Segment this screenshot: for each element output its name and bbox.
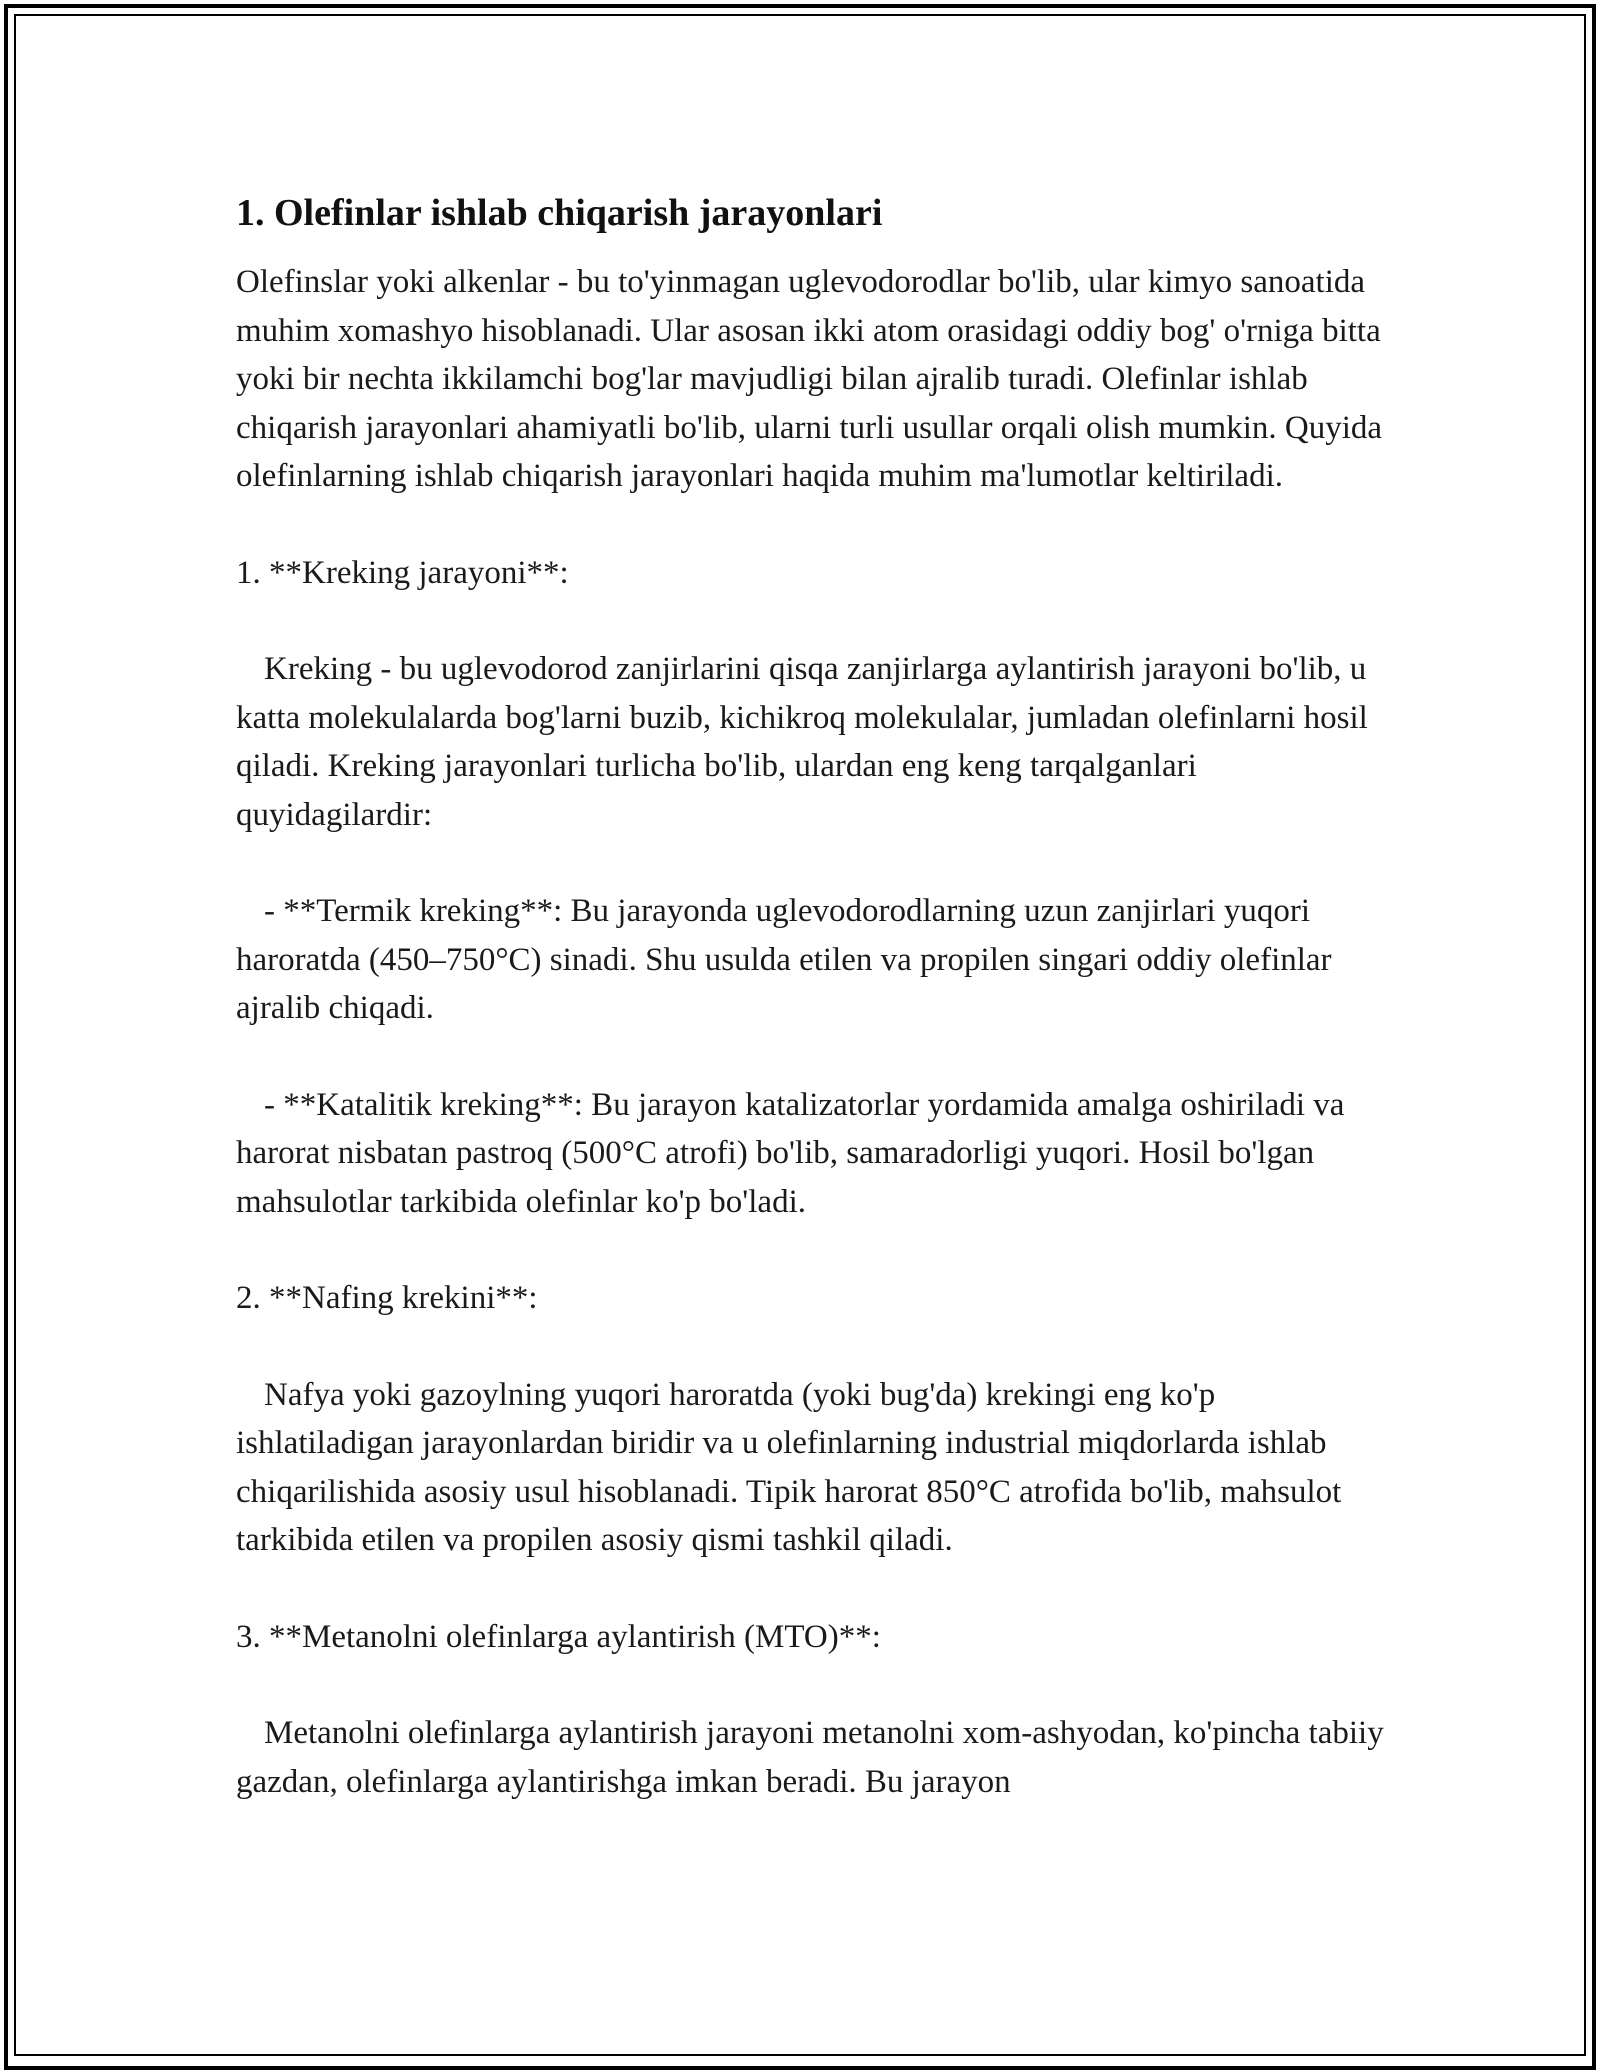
nafing-description: Nafya yoki gazoylning yuqori haroratda (yoki bug'da) krekingi eng ko'p ishlatiladigan jarayonlardan biridir va u olefinlarning industrial miqdorlarda ishlab chiqarilishida asosiy usul hisoblanadi. Tipik harorat 850°C atrofida bo'lib, mahsulot tarkibida etilen va propilen asosiy qismi tashkil qiladi. bbox=[236, 1376, 1350, 1558]
termik-kreking-item: - **Termik kreking**: Bu jarayonda uglevodorodlarning uzun zanjirlari yuqori haroratda (450–750°C) sinadi. Shu usulda etilen va propilen singari oddiy olefinlar ajralib chiqadi. bbox=[236, 893, 1340, 1026]
mto-description: Metanolni olefinlarga aylantirish jarayoni metanolni xom-ashyodan, ko'pincha tabiiy gazdan, olefinlarga aylantirishga imkan beradi. Bu jarayon bbox=[236, 1715, 1392, 1800]
list-item-nafing-title: 2. **Nafing krekini**: bbox=[236, 1280, 538, 1316]
katalitik-kreking-item: - **Katalitik kreking**: Bu jarayon katalizatorlar yordamida amalga oshiriladi va harorat nisbatan pastroq (500°C atrofi) bo'lib, samaradorligi yuqori. Hosil bo'lgan mahsulotlar tarkibida olefinlar ko'p bo'ladi. bbox=[236, 1086, 1353, 1220]
list-item-mto-title: 3. **Metanolni olefinlarga aylantirish (MTO)**: bbox=[236, 1618, 881, 1655]
section-heading: 1. Olefinlar ishlab chiqarish jarayonlari bbox=[236, 192, 883, 234]
intro-paragraph: Olefinslar yoki alkenlar - bu to'yinmagan uglevodorodlar bo'lib, ular kimyo sanoatida muhim xomashyo hisoblanadi. Ular asosan ikki atom orasidagi oddiy bog' o'rniga bitta yoki bir nechta ikkilamchi bog'lar mavjudligi bilan ajralib turadi. Olefinlar ishlab chiqarish jarayonlari ahamiyatli bo'lib, ularni turli usullar orqali olish mumkin. Quyida olefinlarning ishlab chiqarish jarayonlari haqida muhim ma'lumotlar keltiriladi. bbox=[236, 264, 1391, 494]
document-body bbox=[236, 188, 1392, 1854]
list-item-kreking-title: 1. **Kreking jarayoni**: bbox=[236, 554, 569, 591]
kreking-description: Kreking - bu uglevodorod zanjirlarini qisqa zanjirlarga aylantirish jarayoni bo'lib, u katta molekulalarda bog'larni buzib, kichikroq molekulalar, jumladan olefinlarni hosil qiladi. Kreking jarayonlari turlicha bo'lib, ulardan eng keng tarqalganlari quyidagilardir: bbox=[236, 651, 1377, 833]
